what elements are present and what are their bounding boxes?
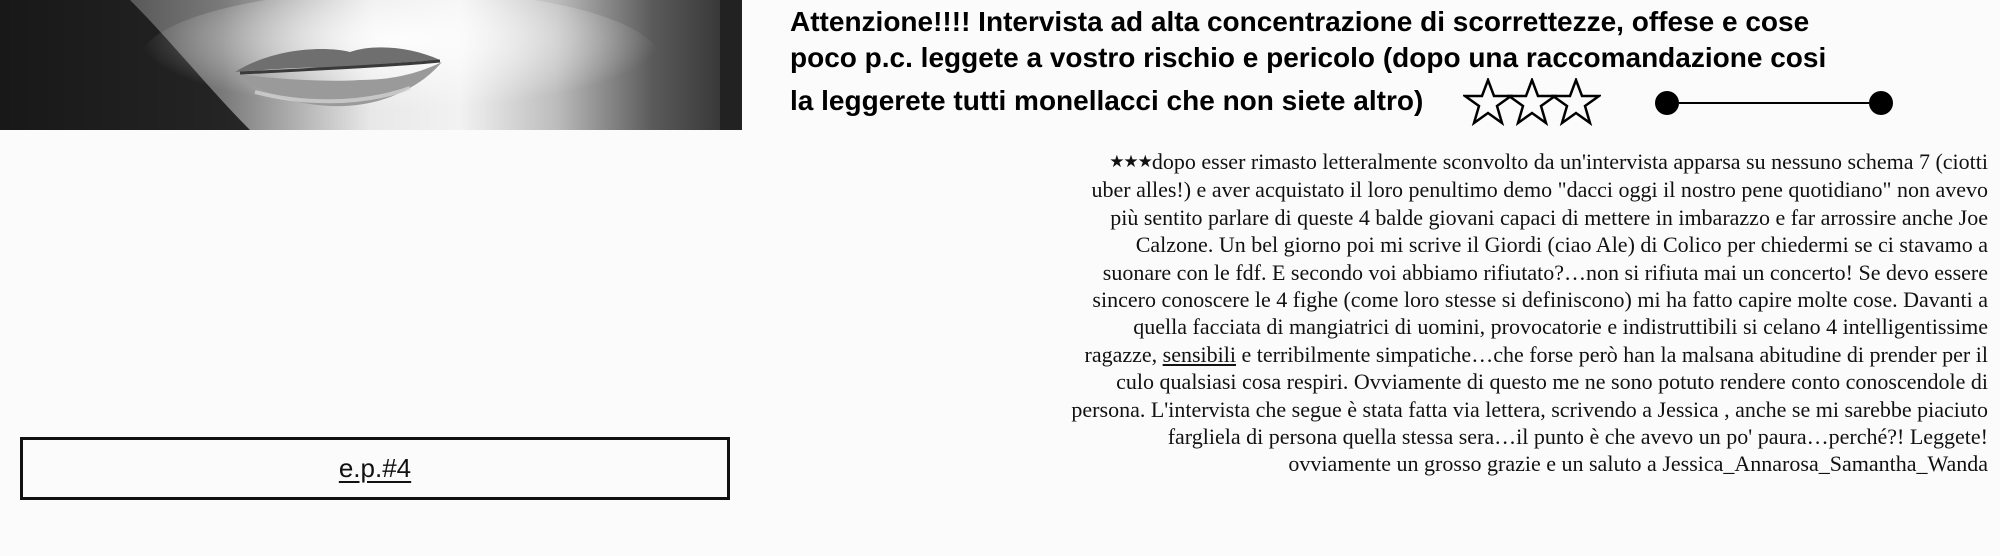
divider-line	[1679, 102, 1869, 104]
rating-stars	[1463, 78, 1595, 126]
article-heading	[790, 4, 1990, 126]
caption-label: e.p.#4	[338, 453, 412, 483]
article-line-7: quella facciata di mangiatrici di uomini, provocatorie e indistruttibili si celano 4 intelligentissime	[1133, 314, 1988, 340]
heading-line-3: la leggerete tutti monellacci che non siete altro)	[790, 85, 1424, 116]
photo-lips-image	[0, 0, 742, 130]
star-outline-icon	[1507, 78, 1557, 126]
heading-line-2: poco p.c. leggete a vostro rischio e pericolo (dopo una raccomandazione cosi	[790, 42, 1827, 73]
article-line-4: Calzone. Un bel giorno poi mi scrive il Giordi (ciao Ale) di Colico per chiedermi se ci stavamo a	[1135, 232, 1988, 258]
decorative-divider	[1655, 91, 1893, 115]
article-line-10: persona. L'intervista che segue è stata fatta via lettera, scrivendo a Jessica , anche se mi sarebbe piaciuto	[1071, 396, 1988, 422]
heading-line-3-row	[790, 76, 1990, 126]
article-line-2: uber alles!) e aver acquistato il loro penultimo demo "dacci oggi il nostro pene quotidiano" non avevo	[1091, 177, 1988, 203]
caption-box	[20, 437, 730, 500]
divider-dot-right	[1869, 91, 1893, 115]
article-line-6: sincero conoscere le 4 fighe (come loro stesse si definiscono) mi ha fatto capire molte cose. Davanti a	[1092, 287, 1988, 313]
article-line-9: culo qualsiasi cosa respiri. Ovviamente di questo me ne sono potuto rendere conto conoscendole di	[1116, 369, 1988, 395]
article-line-8: ragazze, sensibili e terribilmente simpatiche…che forse però han la malsana abitudine di prender per il	[1084, 341, 1988, 367]
heading-line-1: Attenzione!!!! Intervista ad alta concentrazione di scorrettezze, offese e cose	[790, 6, 1810, 37]
star-outline-icon	[1463, 78, 1513, 126]
star-outline-icon	[1551, 78, 1601, 126]
article-line-3: più sentito parlare di queste 4 balde giovani capaci di mettere in imbarazzo e far arrossire anche Joe	[1110, 204, 1988, 230]
article-body	[762, 148, 1988, 478]
article-line-12: ovviamente un grosso grazie e un saluto a Jessica_Annarosa_Samantha_Wanda	[1288, 451, 1988, 477]
article-line-1: ★★★dopo esser rimasto letteralmente sconvolto da un'intervista apparsa su nessuno schema 7 (ciotti	[1109, 149, 1988, 174]
photo-lips	[0, 0, 742, 130]
divider-dot-left	[1655, 91, 1679, 115]
underlined-word: sensibili	[1162, 341, 1236, 367]
small-stars-icon: ★★★	[1109, 152, 1152, 172]
article-line-5: suonare con le fdf. E secondo voi abbiamo rifiutato?…non si rifiuta mai un concerto! Se devo essere	[1102, 259, 1988, 285]
article-line-11: fargliela di persona quella stessa sera…il punto è che avevo un po' paura…perché?! Leggete!	[1167, 424, 1988, 450]
